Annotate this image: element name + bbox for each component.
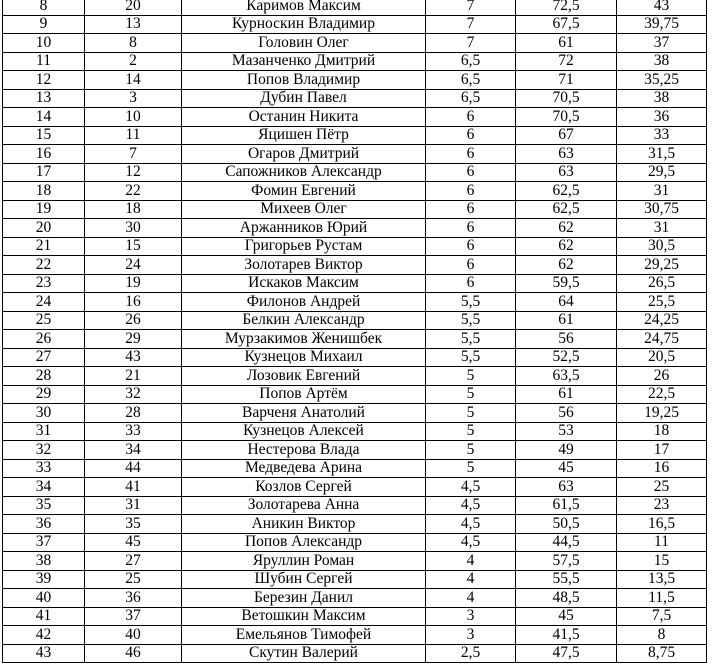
tiebreak-1-cell: 61 xyxy=(516,34,617,53)
points-cell: 5,5 xyxy=(426,348,516,367)
player-name-cell: Аникин Виктор xyxy=(182,515,426,534)
player-name-cell: Григорьев Рустам xyxy=(182,237,426,256)
table-row xyxy=(3,182,707,201)
table-row xyxy=(3,126,707,145)
tiebreak-1-cell: 72 xyxy=(516,52,617,71)
tiebreak-2-cell: 19,25 xyxy=(617,404,707,423)
player-name-cell: Искаков Максим xyxy=(182,274,426,293)
tiebreak-1-cell: 56 xyxy=(516,330,617,349)
points-cell: 5 xyxy=(426,404,516,423)
place-cell: 21 xyxy=(3,237,85,256)
tiebreak-2-cell: 33 xyxy=(617,126,707,145)
table-row xyxy=(3,552,707,571)
points-cell: 5 xyxy=(426,422,516,441)
points-cell: 6 xyxy=(426,163,516,182)
tiebreak-1-cell: 61 xyxy=(516,385,617,404)
tiebreak-1-cell: 67,5 xyxy=(516,15,617,34)
start-number-cell: 12 xyxy=(85,163,182,182)
player-name-cell: Огаров Дмитрий xyxy=(182,145,426,164)
start-number-cell: 31 xyxy=(85,496,182,515)
player-name-cell: Золотарева Анна xyxy=(182,496,426,515)
table-row xyxy=(3,626,707,645)
start-number-cell: 24 xyxy=(85,256,182,275)
player-name-cell: Медведева Арина xyxy=(182,459,426,478)
start-number-cell: 19 xyxy=(85,274,182,293)
place-cell: 25 xyxy=(3,311,85,330)
tiebreak-1-cell: 62 xyxy=(516,237,617,256)
table-row xyxy=(3,496,707,515)
player-name-cell: Кузнецов Михаил xyxy=(182,348,426,367)
tiebreak-2-cell: 11,5 xyxy=(617,589,707,608)
start-number-cell: 7 xyxy=(85,145,182,164)
points-cell: 6 xyxy=(426,145,516,164)
tiebreak-2-cell: 36 xyxy=(617,108,707,127)
start-number-cell: 21 xyxy=(85,367,182,386)
tiebreak-2-cell: 25,5 xyxy=(617,293,707,312)
start-number-cell: 40 xyxy=(85,626,182,645)
table-row xyxy=(3,52,707,71)
start-number-cell: 29 xyxy=(85,330,182,349)
player-name-cell: Фомин Евгений xyxy=(182,182,426,201)
tiebreak-2-cell: 7,5 xyxy=(617,607,707,626)
place-cell: 34 xyxy=(3,478,85,497)
table-row xyxy=(3,108,707,127)
tiebreak-1-cell: 48,5 xyxy=(516,589,617,608)
table-row xyxy=(3,570,707,589)
start-number-cell: 22 xyxy=(85,182,182,201)
tiebreak-1-cell: 62,5 xyxy=(516,182,617,201)
place-cell: 31 xyxy=(3,422,85,441)
tiebreak-1-cell: 63 xyxy=(516,478,617,497)
place-cell: 26 xyxy=(3,330,85,349)
tiebreak-2-cell: 26,5 xyxy=(617,274,707,293)
points-cell: 6 xyxy=(426,126,516,145)
place-cell: 30 xyxy=(3,404,85,423)
tiebreak-2-cell: 30,75 xyxy=(617,200,707,219)
player-name-cell: Сапожников Александр xyxy=(182,163,426,182)
player-name-cell: Мурзакимов Женишбек xyxy=(182,330,426,349)
table-row xyxy=(3,459,707,478)
place-cell: 32 xyxy=(3,441,85,460)
start-number-cell: 32 xyxy=(85,385,182,404)
table-row xyxy=(3,0,707,15)
place-cell: 40 xyxy=(3,589,85,608)
table-row xyxy=(3,515,707,534)
table-row xyxy=(3,89,707,108)
place-cell: 42 xyxy=(3,626,85,645)
points-cell: 6 xyxy=(426,274,516,293)
tiebreak-2-cell: 38 xyxy=(617,89,707,108)
place-cell: 8 xyxy=(3,0,85,15)
points-cell: 5,5 xyxy=(426,330,516,349)
table-row xyxy=(3,441,707,460)
tiebreak-2-cell: 25 xyxy=(617,478,707,497)
tiebreak-1-cell: 63,5 xyxy=(516,367,617,386)
points-cell: 4,5 xyxy=(426,478,516,497)
place-cell: 23 xyxy=(3,274,85,293)
start-number-cell: 45 xyxy=(85,533,182,552)
table-row xyxy=(3,15,707,34)
results-table-body xyxy=(3,0,707,663)
tiebreak-1-cell: 70,5 xyxy=(516,108,617,127)
points-cell: 4,5 xyxy=(426,515,516,534)
place-cell: 39 xyxy=(3,570,85,589)
player-name-cell: Козлов Сергей xyxy=(182,478,426,497)
player-name-cell: Аржанников Юрий xyxy=(182,219,426,238)
tiebreak-2-cell: 29,5 xyxy=(617,163,707,182)
points-cell: 7 xyxy=(426,34,516,53)
tiebreak-1-cell: 49 xyxy=(516,441,617,460)
table-row xyxy=(3,145,707,164)
player-name-cell: Дубин Павел xyxy=(182,89,426,108)
table-row xyxy=(3,34,707,53)
tiebreak-1-cell: 63 xyxy=(516,145,617,164)
player-name-cell: Шубин Сергей xyxy=(182,570,426,589)
start-number-cell: 34 xyxy=(85,441,182,460)
start-number-cell: 18 xyxy=(85,200,182,219)
place-cell: 43 xyxy=(3,644,85,663)
player-name-cell: Попов Александр xyxy=(182,533,426,552)
tiebreak-1-cell: 55,5 xyxy=(516,570,617,589)
table-row xyxy=(3,607,707,626)
place-cell: 37 xyxy=(3,533,85,552)
points-cell: 3 xyxy=(426,607,516,626)
table-row xyxy=(3,404,707,423)
tiebreak-1-cell: 64 xyxy=(516,293,617,312)
tiebreak-2-cell: 16 xyxy=(617,459,707,478)
tiebreak-1-cell: 62 xyxy=(516,256,617,275)
tiebreak-2-cell: 37 xyxy=(617,34,707,53)
place-cell: 41 xyxy=(3,607,85,626)
start-number-cell: 15 xyxy=(85,237,182,256)
place-cell: 38 xyxy=(3,552,85,571)
start-number-cell: 44 xyxy=(85,459,182,478)
place-cell: 17 xyxy=(3,163,85,182)
points-cell: 6,5 xyxy=(426,89,516,108)
tiebreak-2-cell: 35,25 xyxy=(617,71,707,90)
points-cell: 3 xyxy=(426,626,516,645)
tiebreak-1-cell: 72,5 xyxy=(516,0,617,15)
tiebreak-1-cell: 59,5 xyxy=(516,274,617,293)
start-number-cell: 41 xyxy=(85,478,182,497)
points-cell: 6,5 xyxy=(426,52,516,71)
start-number-cell: 3 xyxy=(85,89,182,108)
player-name-cell: Филонов Андрей xyxy=(182,293,426,312)
player-name-cell: Ветошкин Максим xyxy=(182,607,426,626)
table-row xyxy=(3,533,707,552)
tiebreak-2-cell: 13,5 xyxy=(617,570,707,589)
tiebreak-2-cell: 30,5 xyxy=(617,237,707,256)
tiebreak-2-cell: 16,5 xyxy=(617,515,707,534)
tiebreak-1-cell: 67 xyxy=(516,126,617,145)
start-number-cell: 26 xyxy=(85,311,182,330)
place-cell: 19 xyxy=(3,200,85,219)
tiebreak-1-cell: 47,5 xyxy=(516,644,617,663)
table-row xyxy=(3,644,707,663)
table-row xyxy=(3,274,707,293)
player-name-cell: Скутин Валерий xyxy=(182,644,426,663)
tiebreak-1-cell: 50,5 xyxy=(516,515,617,534)
place-cell: 12 xyxy=(3,71,85,90)
tiebreak-1-cell: 71 xyxy=(516,71,617,90)
table-row xyxy=(3,330,707,349)
points-cell: 5 xyxy=(426,459,516,478)
tiebreak-1-cell: 45 xyxy=(516,459,617,478)
player-name-cell: Мазанченко Дмитрий xyxy=(182,52,426,71)
points-cell: 4 xyxy=(426,589,516,608)
tiebreak-1-cell: 62,5 xyxy=(516,200,617,219)
start-number-cell: 20 xyxy=(85,0,182,15)
points-cell: 6 xyxy=(426,237,516,256)
tiebreak-2-cell: 31,5 xyxy=(617,145,707,164)
start-number-cell: 10 xyxy=(85,108,182,127)
start-number-cell: 28 xyxy=(85,404,182,423)
start-number-cell: 8 xyxy=(85,34,182,53)
table-row xyxy=(3,237,707,256)
place-cell: 20 xyxy=(3,219,85,238)
points-cell: 4 xyxy=(426,552,516,571)
tiebreak-1-cell: 53 xyxy=(516,422,617,441)
start-number-cell: 27 xyxy=(85,552,182,571)
place-cell: 24 xyxy=(3,293,85,312)
points-cell: 6 xyxy=(426,256,516,275)
points-cell: 2,5 xyxy=(426,644,516,663)
player-name-cell: Лозовик Евгений xyxy=(182,367,426,386)
tiebreak-1-cell: 63 xyxy=(516,163,617,182)
points-cell: 4,5 xyxy=(426,533,516,552)
place-cell: 35 xyxy=(3,496,85,515)
table-row xyxy=(3,422,707,441)
place-cell: 11 xyxy=(3,52,85,71)
tiebreak-2-cell: 24,75 xyxy=(617,330,707,349)
player-name-cell: Яруллин Роман xyxy=(182,552,426,571)
player-name-cell: Попов Владимир xyxy=(182,71,426,90)
tiebreak-2-cell: 26 xyxy=(617,367,707,386)
tiebreak-1-cell: 41,5 xyxy=(516,626,617,645)
tiebreak-1-cell: 45 xyxy=(516,607,617,626)
place-cell: 36 xyxy=(3,515,85,534)
start-number-cell: 2 xyxy=(85,52,182,71)
place-cell: 9 xyxy=(3,15,85,34)
points-cell: 4,5 xyxy=(426,496,516,515)
tiebreak-2-cell: 24,25 xyxy=(617,311,707,330)
tiebreak-2-cell: 22,5 xyxy=(617,385,707,404)
tiebreak-2-cell: 18 xyxy=(617,422,707,441)
place-cell: 28 xyxy=(3,367,85,386)
table-row xyxy=(3,71,707,90)
place-cell: 15 xyxy=(3,126,85,145)
tiebreak-2-cell: 39,75 xyxy=(617,15,707,34)
place-cell: 14 xyxy=(3,108,85,127)
tiebreak-2-cell: 20,5 xyxy=(617,348,707,367)
table-row xyxy=(3,200,707,219)
table-row xyxy=(3,293,707,312)
start-number-cell: 43 xyxy=(85,348,182,367)
player-name-cell: Курноскин Владимир xyxy=(182,15,426,34)
player-name-cell: Варченя Анатолий xyxy=(182,404,426,423)
tiebreak-2-cell: 17 xyxy=(617,441,707,460)
table-row xyxy=(3,478,707,497)
player-name-cell: Березин Данил xyxy=(182,589,426,608)
start-number-cell: 14 xyxy=(85,71,182,90)
results-table xyxy=(2,0,707,663)
start-number-cell: 25 xyxy=(85,570,182,589)
tiebreak-2-cell: 23 xyxy=(617,496,707,515)
points-cell: 5 xyxy=(426,441,516,460)
points-cell: 5 xyxy=(426,367,516,386)
table-row xyxy=(3,163,707,182)
start-number-cell: 33 xyxy=(85,422,182,441)
place-cell: 13 xyxy=(3,89,85,108)
table-row xyxy=(3,311,707,330)
points-cell: 6 xyxy=(426,182,516,201)
start-number-cell: 36 xyxy=(85,589,182,608)
start-number-cell: 16 xyxy=(85,293,182,312)
table-row xyxy=(3,589,707,608)
tiebreak-1-cell: 44,5 xyxy=(516,533,617,552)
player-name-cell: Емельянов Тимофей xyxy=(182,626,426,645)
place-cell: 16 xyxy=(3,145,85,164)
points-cell: 4 xyxy=(426,570,516,589)
tiebreak-1-cell: 61,5 xyxy=(516,496,617,515)
tiebreak-2-cell: 15 xyxy=(617,552,707,571)
place-cell: 27 xyxy=(3,348,85,367)
points-cell: 6 xyxy=(426,108,516,127)
points-cell: 7 xyxy=(426,0,516,15)
tiebreak-2-cell: 8 xyxy=(617,626,707,645)
player-name-cell: Кузнецов Алексей xyxy=(182,422,426,441)
place-cell: 22 xyxy=(3,256,85,275)
place-cell: 18 xyxy=(3,182,85,201)
tiebreak-2-cell: 38 xyxy=(617,52,707,71)
tiebreak-2-cell: 43 xyxy=(617,0,707,15)
start-number-cell: 13 xyxy=(85,15,182,34)
table-row xyxy=(3,367,707,386)
table-row xyxy=(3,385,707,404)
tiebreak-2-cell: 8,75 xyxy=(617,644,707,663)
points-cell: 6 xyxy=(426,219,516,238)
player-name-cell: Белкин Александр xyxy=(182,311,426,330)
player-name-cell: Головин Олег xyxy=(182,34,426,53)
points-cell: 6 xyxy=(426,200,516,219)
player-name-cell: Останин Никита xyxy=(182,108,426,127)
tiebreak-1-cell: 57,5 xyxy=(516,552,617,571)
tiebreak-1-cell: 62 xyxy=(516,219,617,238)
tiebreak-1-cell: 56 xyxy=(516,404,617,423)
table-row xyxy=(3,219,707,238)
tiebreak-1-cell: 70,5 xyxy=(516,89,617,108)
tiebreak-2-cell: 31 xyxy=(617,182,707,201)
points-cell: 5 xyxy=(426,385,516,404)
player-name-cell: Михеев Олег xyxy=(182,200,426,219)
tiebreak-1-cell: 52,5 xyxy=(516,348,617,367)
place-cell: 10 xyxy=(3,34,85,53)
start-number-cell: 35 xyxy=(85,515,182,534)
start-number-cell: 46 xyxy=(85,644,182,663)
points-cell: 7 xyxy=(426,15,516,34)
start-number-cell: 30 xyxy=(85,219,182,238)
points-cell: 5,5 xyxy=(426,311,516,330)
tiebreak-2-cell: 29,25 xyxy=(617,256,707,275)
player-name-cell: Попов Артём xyxy=(182,385,426,404)
table-row xyxy=(3,348,707,367)
tiebreak-2-cell: 11 xyxy=(617,533,707,552)
start-number-cell: 37 xyxy=(85,607,182,626)
player-name-cell: Нестерова Влада xyxy=(182,441,426,460)
player-name-cell: Золотарев Виктор xyxy=(182,256,426,275)
start-number-cell: 11 xyxy=(85,126,182,145)
place-cell: 33 xyxy=(3,459,85,478)
points-cell: 5,5 xyxy=(426,293,516,312)
place-cell: 29 xyxy=(3,385,85,404)
tiebreak-2-cell: 31 xyxy=(617,219,707,238)
points-cell: 6,5 xyxy=(426,71,516,90)
player-name-cell: Яцишен Пётр xyxy=(182,126,426,145)
tiebreak-1-cell: 61 xyxy=(516,311,617,330)
player-name-cell: Каримов Максим xyxy=(182,0,426,15)
table-row xyxy=(3,256,707,275)
